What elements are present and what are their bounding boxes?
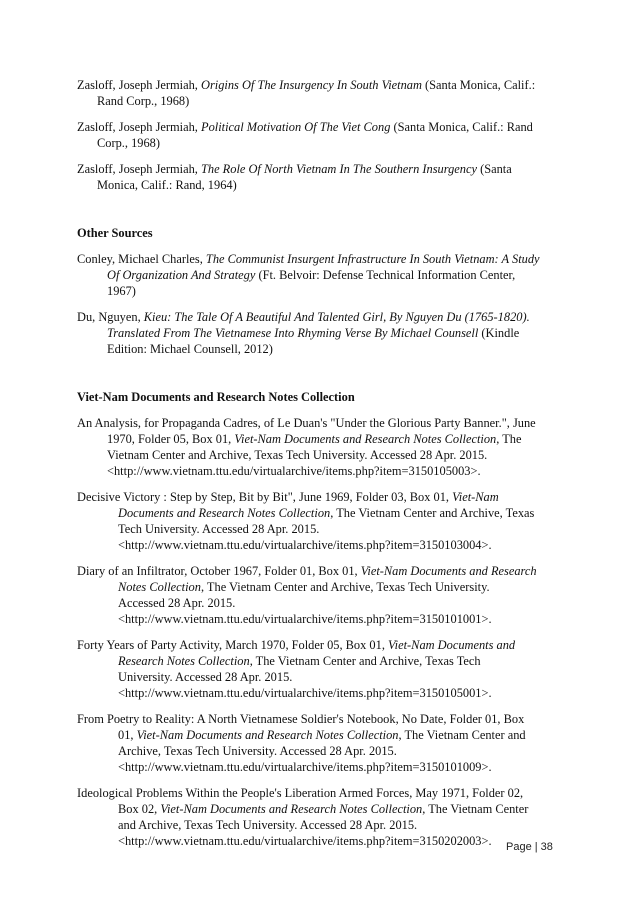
entry-collection: Viet-Nam Documents and Research Notes Collection	[136, 728, 399, 742]
entry-collection: Viet-Nam Documents and Research Notes Collection	[234, 432, 497, 446]
section-heading-other-sources: Other Sources	[77, 226, 153, 240]
bib-entry-zasloff-origins	[77, 77, 565, 109]
bib-entry-decisive-victory	[77, 489, 565, 553]
entry-title: From Poetry to Reality: A North Vietnamese Soldier's Notebook, No Date, Folder 01, Box	[77, 712, 525, 726]
entry-author: Du, Nguyen,	[77, 310, 144, 324]
entry-archive-cont: and Archive, Texas Tech University. Accessed 28 Apr. 2015.	[118, 818, 418, 832]
entry-url: <http://www.vietnam.ttu.edu/virtualarchive/items.php?item=3150101001>.	[118, 612, 492, 626]
entry-collection: Viet-Nam Documents and Research Notes Collection	[160, 802, 423, 816]
entry-title: Kieu: The Tale Of A Beautiful And Talented Girl, By Nguyen Du (1765-1820).	[143, 310, 530, 324]
entry-title: The Communist Insurgent Infrastructure In South Vietnam: A Study	[205, 252, 540, 266]
entry-collection-cont: Notes Collection	[118, 580, 201, 594]
entry-archive-cont: University. Accessed 28 Apr. 2015.	[118, 670, 293, 684]
entry-author: Zasloff, Joseph Jermiah,	[77, 162, 201, 176]
entry-archive: , The Vietnam Center and Archive, Texas Tech	[249, 654, 481, 668]
entry-publication-cont: Edition: Michael Counsell, 2012)	[107, 342, 273, 356]
bib-entry-forty-years	[77, 637, 565, 701]
entry-url: <http://www.vietnam.ttu.edu/virtualarchive/items.php?item=3150103004>.	[118, 538, 492, 552]
bib-entry-zasloff-motivation	[77, 119, 565, 151]
entry-archive: , The Vietnam Center and Archive, Texas Tech University.	[200, 580, 490, 594]
entry-title: An Analysis, for Propaganda Cadres, of Le Duan's "Under the Glorious Party Banner.", June	[77, 416, 536, 430]
entry-publication-cont: Corp., 1968)	[97, 136, 160, 150]
entry-archive: , The Vietnam Center and Archive, Texas	[330, 506, 535, 520]
bib-entry-du	[77, 309, 565, 357]
bibliography-content	[77, 77, 565, 859]
entry-archive-cont: Archive, Texas Tech University. Accessed 28 Apr. 2015.	[118, 744, 397, 758]
bib-entry-conley	[77, 251, 565, 299]
entry-publication: (Santa Monica, Calif.:	[421, 78, 536, 92]
entry-title: Origins Of The Insurgency In South Vietnam	[201, 78, 422, 92]
entry-collection-cont: Research Notes Collection	[118, 654, 250, 668]
bib-entry-poetry-reality	[77, 711, 565, 775]
entry-url: <http://www.vietnam.ttu.edu/virtualarchive/items.php?item=3150202003>.	[118, 834, 492, 848]
entry-box: 01,	[118, 728, 137, 742]
entry-title: Political Motivation Of The Viet Cong	[201, 120, 391, 134]
entry-publication-cont: Rand Corp., 1968)	[97, 94, 190, 108]
entry-publication: (Kindle	[478, 326, 520, 340]
entry-archive: , The Vietnam Center and	[398, 728, 526, 742]
entry-publication: (Ft. Belvoir: Defense Technical Information Center,	[255, 268, 516, 282]
entry-title: Diary of an Infiltrator, October 1967, Folder 01, Box 01,	[77, 564, 361, 578]
entry-date-folder: 1970, Folder 05, Box 01,	[107, 432, 235, 446]
entry-author: Conley, Michael Charles,	[77, 252, 206, 266]
entry-author: Zasloff, Joseph Jermiah,	[77, 120, 201, 134]
entry-publication: (Santa	[477, 162, 512, 176]
entry-collection: Viet-Nam	[452, 490, 499, 504]
entry-author: Zasloff, Joseph Jermiah,	[77, 78, 201, 92]
section-heading-vietnam-documents: Viet-Nam Documents and Research Notes Collection	[77, 390, 355, 404]
entry-title: Ideological Problems Within the People's Liberation Armed Forces, May 1971, Folder 02,	[77, 786, 524, 800]
entry-collection: Viet-Nam Documents and	[388, 638, 516, 652]
bib-entry-ideological-problems	[77, 785, 565, 849]
entry-archive-cont: Accessed 28 Apr. 2015.	[118, 596, 236, 610]
entry-title: Decisive Victory : Step by Step, Bit by Bit", June 1969, Folder 03, Box 01,	[77, 490, 453, 504]
entry-archive: , The Vietnam Center	[422, 802, 529, 816]
bib-entry-propaganda-cadres	[77, 415, 565, 479]
entry-collection: Viet-Nam Documents and Research	[360, 564, 537, 578]
entry-collection-cont: Documents and Research Notes Collection	[118, 506, 331, 520]
entry-title-cont: Translated From The Vietnamese Into Rhyming Verse By Michael Counsell	[107, 326, 479, 340]
bib-entry-zasloff-role	[77, 161, 565, 193]
entry-url: <http://www.vietnam.ttu.edu/virtualarchive/items.php?item=3150105003>.	[107, 464, 481, 478]
entry-publication: (Santa Monica, Calif.: Rand	[390, 120, 533, 134]
entry-archive-cont: Vietnam Center and Archive, Texas Tech University. Accessed 28 Apr. 2015.	[107, 448, 488, 462]
entry-title: Forty Years of Party Activity, March 1970, Folder 05, Box 01,	[77, 638, 389, 652]
bib-entry-diary-infiltrator	[77, 563, 565, 627]
entry-title-cont: Of Organization And Strategy	[107, 268, 256, 282]
entry-publication-cont: Monica, Calif.: Rand, 1964)	[97, 178, 237, 192]
entry-url: <http://www.vietnam.ttu.edu/virtualarchive/items.php?item=3150105001>.	[118, 686, 492, 700]
entry-title: The Role Of North Vietnam In The Southern Insurgency	[201, 162, 477, 176]
entry-archive-cont: Tech University. Accessed 28 Apr. 2015.	[118, 522, 320, 536]
entry-archive: , The	[496, 432, 522, 446]
entry-box: Box 02,	[118, 802, 161, 816]
entry-url: <http://www.vietnam.ttu.edu/virtualarchive/items.php?item=3150101009>.	[118, 760, 492, 774]
page-number: Page | 38	[506, 841, 553, 853]
entry-publication-cont: 1967)	[107, 284, 136, 298]
